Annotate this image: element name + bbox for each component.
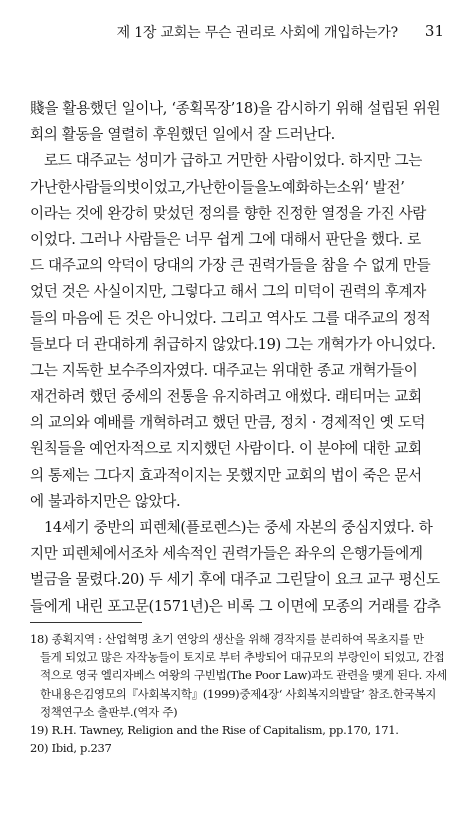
footnote-line: 적으로 영국 엘리자베스 여왕의 구빈법(The Poor Law)과도 관련을 맺게 된다. 자세 <box>40 668 447 683</box>
footnote-line: 19) R.H. Tawney, Religion and the Rise of Capitalism, pp.170, 171. <box>30 722 399 737</box>
text-line: 들의 마음에 든 것은 아니었다. 그리고 역사도 그를 대주교의 정적 <box>30 309 431 327</box>
text-line: 의 통제는 그다지 효과적이지는 못했지만 교회의 법이 죽은 문서 <box>30 466 422 484</box>
footnote-line: 정책연구소 출판부.(역자 주) <box>40 704 178 719</box>
text-line: 에 불과하지만은 않았다. <box>30 492 181 510</box>
text-line: 가난한사람들의벗이었고,가난한이들을노예화하는소위‘ 발전’ <box>30 178 405 196</box>
text-line: 의 교의와 예배를 개혁하려고 했던 만큼, 정치 · 경제적인 옛 도덕 <box>30 414 426 432</box>
text-line: 었던 것은 사실이지만, 그렇다고 해서 그의 미덕이 권력의 후계자 <box>30 283 427 301</box>
text-line: 들보다 더 관대하게 취급하지 않았다.19) 그는 개혁가가 아니었다. <box>30 335 436 353</box>
footnote-line: 한내용은김영모의『사회복지학』(1999)중제4장‘ 사회복지의발달’ 참조.한국복지 <box>40 686 437 701</box>
body-text <box>30 96 448 620</box>
footnote-divider <box>30 622 142 623</box>
text-line: 재건하려 했던 중세의 전통을 유지하려고 애썼다. 래티머는 교회 <box>30 388 422 406</box>
footnote-line: 18) 종획지역 : 산업혁명 초기 연앙의 생산을 위해 경작지를 분리하여 목초지를 만 <box>30 632 424 646</box>
text-line: 원칙들을 예언자적으로 지지했던 사람이다. 이 분야에 대한 교회 <box>30 440 422 458</box>
footnote-line: 들게 되었고 많은 자작농들이 토지로 부터 추방되어 대규모의 부랑인이 되었고, 간접 <box>40 650 445 665</box>
paragraph-start-line: 로드 대주교는 성미가 급하고 거만한 사람이었다. 하지만 그는 <box>44 152 423 170</box>
text-line: 이었다. 그러나 사람들은 너무 쉽게 그에 대해서 판단을 했다. 로 <box>30 230 421 248</box>
page-number: 31 <box>424 22 444 40</box>
text-line: 이라는 것에 완강히 맞섰던 정의를 향한 진정한 열정을 가진 사람 <box>30 204 427 222</box>
text-line: 들에게 내린 포고문(1571년)은 비록 그 이면에 모종의 거래를 감추 <box>30 597 441 615</box>
text-line: 회의 활동을 열렬히 후원했던 일에서 잘 드러난다. <box>30 126 335 144</box>
running-head: 제 1장 교회는 무슨 권리로 사회에 개입하는가? <box>116 25 398 41</box>
footnote-line: 20) Ibid, p.237 <box>30 741 112 756</box>
text-line: 賤을 활용했던 일이나, ‘종획목장’18)을 감시하기 위해 설립된 위원 <box>30 100 441 117</box>
paragraph-start-line: 14세기 중반의 피렌체(플로렌스)는 중세 자본의 중심지였다. 하 <box>44 519 433 536</box>
page-header <box>0 0 470 56</box>
text-line: 지만 피렌체에서조차 세속적인 권력가들은 좌우의 은행가들에게 <box>30 545 423 563</box>
text-line: 벌금을 물렸다.20) 두 세기 후에 대주교 그린달이 요크 교구 평신도 <box>30 571 440 589</box>
footnotes <box>30 630 448 757</box>
text-line: 드 대주교의 악덕이 당대의 가장 큰 권력가들을 참을 수 없게 만들 <box>30 257 431 275</box>
text-line: 그는 지독한 보수주의자였다. 대주교는 위대한 종교 개혁가들이 <box>30 361 418 379</box>
